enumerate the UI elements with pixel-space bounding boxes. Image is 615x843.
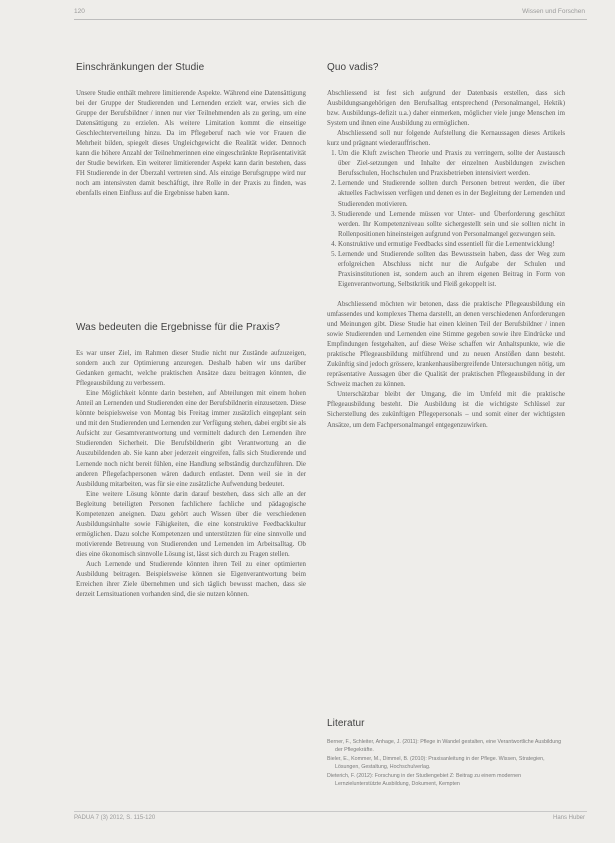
reference-entry: Dieterich, F. (2012): Forschung in der Studiengebiet Z: Beitrag zu einem modernen Lernzielunterstützte Ausbildung, Dokument, Kempten [327,773,522,787]
footer-rule [74,811,587,812]
key-points-list [327,149,565,290]
section-heading-limitations: Einschränkungen der Studie [76,62,205,73]
section-heading-practice: Was bedeuten die Ergebnisse für die Praxis? [76,322,281,333]
section-heading-quo-vadis: Quo vadis? [327,62,379,73]
header-rule [74,19,587,20]
section-practice [76,322,306,600]
right-column [327,62,565,431]
list-item: 4. Konstruktive und ermutige Feedbacks sind essentiell für die Lernentwicklung! [338,240,565,250]
running-header: Wissen und Forschen [522,8,585,15]
reference-entry: Bieler, E., Kommer, M., Dimmel, B. (2010): Praxisanleitung in der Pflege. Wissen, Strategien, Lösungen, Gestaltung, Hochschulverlag. [327,756,545,770]
paragraph: Unterschätzbar bleibt der Umgang, die im Umfeld mit die praktische Pflegeausbildung besteht. Die Ausbildung ist die wichtigste Schlüssel zur Sicherstellung des zukünftigen Pflegepersonals – und somit einer der wichtigsten Ansätze, um dem Fachpersonalmangel entgegenzuwirken. [327,391,565,429]
paragraph: Unsere Studie enthält mehrere limitierende Aspekte. Während eine Datensättigung bei der Gruppe der Studierenden und Lernenden erzielt war, erwies sich die Gruppe der Berufsbildner / innen nur vier Teilnehmenden als zu gering, um eine Datensättigung zu erzielen. Als weitere Limitation kommt die einseitige Geschlechterverteilung hinzu. Da im Pflegeberuf nach wie vor Frauen die Mehrheit bilden, spiegelt dieses Ungleichgewicht die Realität wider. Dennoch kann die höhere Anzahl der Teilnehmerinnen eine eingeschränkte Repräsentativität der Studie bewirken. Ein weiterer limitierender Aspekt kann darin bestehen, dass FH Studierende in der Überzahl vertreten sind. Als einzige Berufsgruppe wird nur noch am intensivsten damit beschäftigt, ihre Rolle in der Praxis zu finden, was ebenfalls einen Einfluss auf die Ergebnisse haben kann. [76,90,306,198]
section-heading-literature: Literatur [327,718,365,729]
paragraph: Abschliessend möchten wir betonen, dass die praktische Pflegeausbildung ein umfassendes und komplexes Thema darstellt, an denen verschiedenen Anforderungen und Meinungen gibt. Diese Studie hat einen kleinen Teil der Berufsbildner / innen sowie Studierenden und Lernenden eine Stimme gegeben sowie ihre Eindrücke und Empfindungen festgehalten, auf diese Weise schaffen wir Anhaltspunkte, wie die praktische Pflegeausbildung mitführend und zu neuen Anstößen dann besteht. Zukünftig sind jedoch grössere, krankenhausübergreifende Untersuchungen nötig, um repräsentative Aussagen über die Qualität der praktischen Pflegeausbildung in der Schweiz machen zu können. [327,300,565,389]
left-column [76,62,306,200]
paragraph: Auch Lernende und Studierende könnten ihren Teil zu einer optimierten Ausbildung beitragen. Beispielsweise können sie Eigenverantwortung beim Erreichen ihrer Ziele übernehmen und sich täglich bewusst machen, dass sie derzeit Lernsituationen vorhanden sind, die sie nutzen können. [76,560,306,599]
footer-citation: PADUA 7 (3) 2012, S. 115-120 [74,815,156,821]
list-item: 2. Lernende und Studierende sollten durch Personen betreut werden, die über aktuelles Fachwissen verfügen und denen es in der Begleitung der Lernenden und Studierenden motivieren. [338,179,565,209]
list-item: 3. Studierende und Lernende müssen vor Unter- und Überforderung geschützt werden. Ihr Kompetenzniveau sollte sichergestellt sein und sie sollten nicht in Rollenpositionen hineinsteigen aufgrund von Personalmangel gezwungen sein. [338,210,565,240]
list-item: 5. Lernende und Studierende sollten das Bewusstsein haben, dass der Weg zum erfolgreichen Abschluss nicht nur die Aufgabe der Schulen und Praxisinstitutionen ist, sondern auch an ihrem eigenen Beitrag in Form von Eigenverantwortung, Selbstkritik und Fleiß gekoppelt ist. [338,250,565,290]
paragraph: Eine Möglichkeit könnte darin bestehen, auf Abteilungen mit einem hohen Anteil an Lernenden und Studierenden eine der Berufsbildnerin einzusetzen. Diese könnte beispielsweise von Montag bis Freitag immer zusätzlich eingeplant sein und mit den Studierenden und Lernenden zur Verfügung stehen, dabei ergibt sie als Aufsicht zur Gesamtverantwortung und vermittelt dadurch den Lernenden ihre Studierenden Sicherheit. Die Berufsbildnerin gibt Verantwortung an die Auszubildenden ab. Sie kann aber jederzeit eingreifen, falls sich Studierende und Lernende noch nicht bereit fühlen, eine Handlung selbständig durchzuführen. Die anderen Pflegefachpersonen wären dadurch entlastet. Denn weil sie in der Ausbildung mitarbeiten, was für sie eine zusätzliche Aufwendung bedeutet. [76,390,306,488]
paragraph: Abschliessend soll nur folgende Aufstellung die Kernaussagen dieses Artikels kurz und prägnant wiederauffrischen. [327,130,565,148]
paragraph: Eine weitere Lösung könnte darin darauf bestehen, dass sich alle an der Begleitung beteiligten Personen fachlichere fachliche und pädagogische Kompetenzen aneignen. Dazu gehört auch Wissen über die verschiedenen Ausbildungsinhalte sowie Fähigkeiten, die eine konstruktive Feedbackkultur ermöglichen. Dazu solche Kompetenzen und unterstützten für eine sinnvolle und motivierende Betreuung von Studierenden und Lernenden im Arbeitsalltag. Ob dies eine ökonomisch sinnvolle Lösung ist, lässt sich durch zu Fragen stellen. [76,490,306,558]
literature-section [327,718,565,789]
paragraph: Abschliessend ist fest sich aufgrund der Datenbasis erstellen, dass sich Ausbildungsangehörigen den Berufsalltag entsprechend (Personalmangel, Hektik) bzw. Ausbildungs-defizit u.a.) daher einmerken, möglicher viele junge Menschen im System und ihnen eine Ausbildung zu ermöglichen. [327,90,565,128]
paragraph: Es war unser Ziel, im Rahmen dieser Studie nicht nur Zustände aufzuzeigen, sondern auch zur Optimierung anzuregen. Deshalb haben wir uns darüber Gedanken gemacht, welche praktischen Ansätze dazu beitragen könnten, die Pflegeausbildung zu verbessern. [76,350,306,388]
list-item: 1. Um die Kluft zwischen Theorie und Praxis zu verringern, sollte der Austausch über Ziel-setzungen und Inhalte der einzelnen Ausbildungen zwischen Berufsschulen, Hochschulen und Praxisbetrieben intensiviert werden. [338,149,565,179]
footer-publisher: Hans Huber [552,815,585,821]
page-number: 120 [74,8,85,15]
reference-entry: Berner, F., Schleiter, Anhage, J. (2011): Pflege in Wandel gestalten, eine Verantwortliche Ausbildung der Pflegekräfte. [327,739,562,753]
